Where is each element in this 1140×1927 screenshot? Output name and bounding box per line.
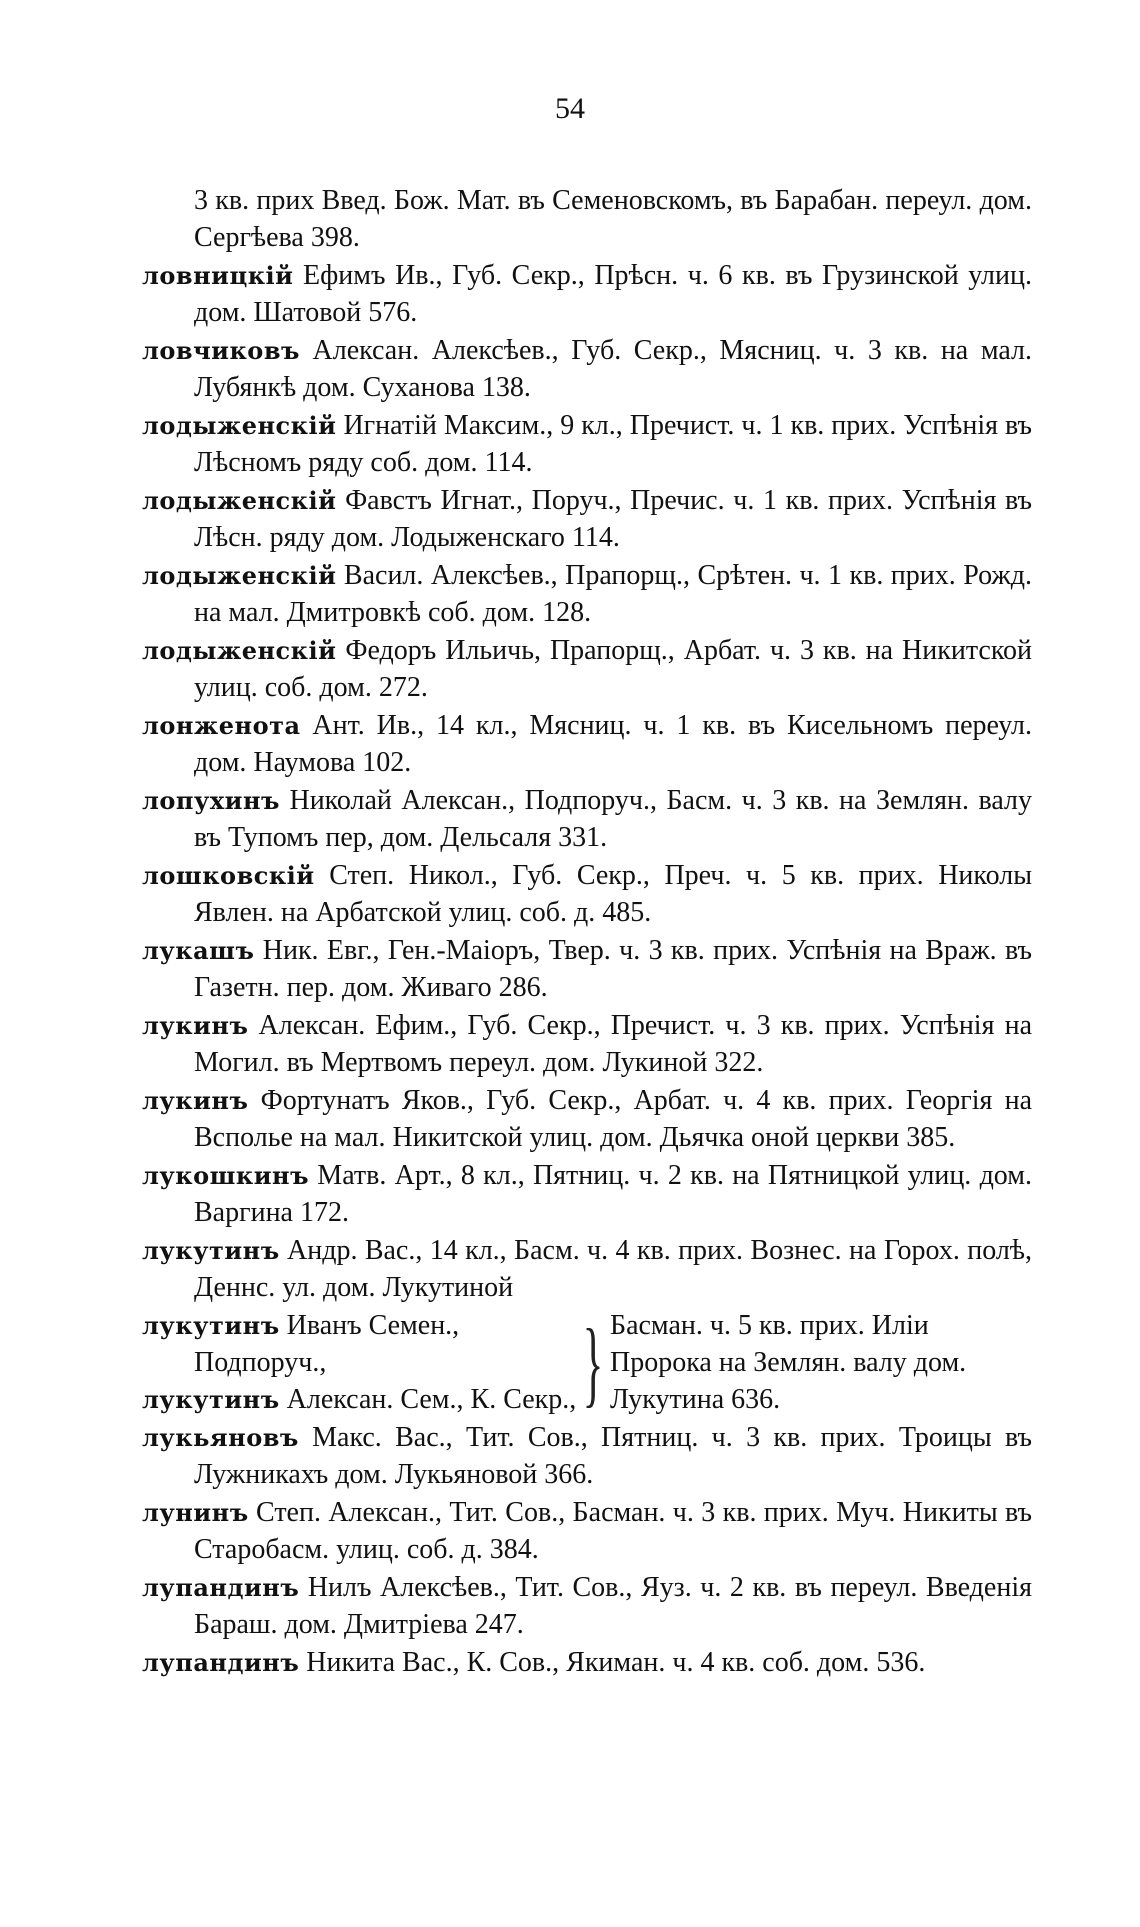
entry-text: Федоръ Ильичь, Прапорщ., Арбат. ч. 3 кв. на Никитской улиц. соб. дом. 272. bbox=[194, 635, 1033, 703]
directory-entry bbox=[142, 407, 1032, 481]
entry-text: Игнатiй Максим., 9 кл., Пречист. ч. 1 кв. прих. Успѣнiя въ Лѣсномъ ряду соб. дом. 114. bbox=[194, 410, 1032, 478]
entry-surname: лукинъ bbox=[142, 1011, 249, 1040]
entry-surname: лукутинъ bbox=[142, 1236, 280, 1265]
entry-text: 3 кв. прих Введ. Бож. Мат. въ Семеновскомъ, въ Барабан. переул. дом. Сергѣева 398. bbox=[194, 185, 1032, 253]
entry-text: Макс. Вас., Тит. Сов., Пятниц. ч. 3 кв. прих. Троицы въ Лужникахъ дом. Лукьяновой 366. bbox=[194, 1422, 1032, 1490]
entry-surname: лупандинъ bbox=[142, 1573, 300, 1602]
entry-text: Васил. Алексѣев., Прапорщ., Срѣтен. ч. 1 кв. прих. Рожд. на мал. Дмитровкѣ соб. дом. 128. bbox=[194, 560, 1033, 628]
entry-surname: лукошкинъ bbox=[142, 1161, 310, 1190]
entry-text: Степ. Алексан., Тит. Сов., Басман. ч. 3 кв. прих. Муч. Никиты въ Старобасм. улиц. соб. д. 384. bbox=[194, 1497, 1032, 1565]
entry-surname: ловчиковъ bbox=[142, 336, 300, 365]
page-number: 54 bbox=[555, 92, 585, 125]
directory-entry bbox=[142, 1007, 1032, 1081]
curly-brace-icon: } bbox=[582, 1308, 604, 1416]
entry-surname: лошковскiй bbox=[142, 861, 315, 890]
group-names bbox=[142, 1307, 582, 1418]
entry-text: Нилъ Алексѣев., Тит. Сов., Яуз. ч. 2 кв. въ переул. Введенiя Бараш. дом. Дмитрiева 247. bbox=[194, 1572, 1032, 1640]
directory-entry bbox=[142, 1569, 1032, 1643]
directory-entry bbox=[142, 482, 1032, 556]
directory-entry bbox=[142, 1157, 1032, 1231]
entry-text: Николай Алексан., Подпоруч., Басм. ч. 3 кв. на Землян. валу въ Тупомъ пер, дом. Дельсаля 331. bbox=[194, 785, 1033, 853]
directory-entry bbox=[142, 932, 1032, 1006]
entry-text: Фортунатъ Яков., Губ. Секр., Арбат. ч. 4 кв. прих. Георгiя на Всполье на мал. Никитской улиц. дом. Дьячка оной церкви 385. bbox=[194, 1085, 1032, 1153]
entry-surname: лукьяновъ bbox=[142, 1423, 299, 1452]
entry-continuation bbox=[142, 182, 1032, 256]
entry-text: Фавстъ Игнат., Поруч., Пречис. ч. 1 кв. прих. Успѣнiя въ Лѣсн. ряду дом. Лодыженскаго 114. bbox=[194, 485, 1033, 553]
entry-text: Иванъ Семен., Подпоруч., bbox=[194, 1310, 460, 1378]
entry-text: Ант. Ив., 14 кл., Мясниц. ч. 1 кв. въ Кисельномъ переул. дом. Наумова 102. bbox=[194, 710, 1032, 778]
directory-entry bbox=[142, 632, 1032, 706]
group-shared-address: Басман. ч. 5 кв. прих. Илiи Пророка на Землян. валу дом. Лукутина 636. bbox=[610, 1310, 967, 1415]
entry-surname: ловницкiй bbox=[142, 261, 294, 290]
entry-text: Ефимъ Ив., Губ. Секр., Прѣсн. ч. 6 кв. въ Грузинской улиц. дом. Шатовой 576. bbox=[194, 260, 1032, 328]
directory-entry bbox=[142, 1082, 1032, 1156]
directory-entry bbox=[142, 707, 1032, 781]
directory-entry bbox=[142, 782, 1032, 856]
entry-surname: лодыженскiй bbox=[142, 411, 337, 440]
entry-text: Матв. Арт., 8 кл., Пятниц. ч. 2 кв. на Пятницкой улиц. дом. Варгина 172. bbox=[194, 1160, 1032, 1228]
entry-surname: лодыженскiй bbox=[142, 561, 337, 590]
entry-surname: лупандинъ bbox=[142, 1648, 300, 1677]
entry-surname: лунинъ bbox=[142, 1498, 249, 1527]
entry-surname: лопухинъ bbox=[142, 786, 280, 815]
directory-entry bbox=[142, 332, 1032, 406]
entry-text: Никита Вас., К. Сов., Якиман. ч. 4 кв. соб. дом. 536. bbox=[306, 1647, 926, 1678]
directory-entry bbox=[142, 1307, 582, 1381]
entry-surname: лодыженскiй bbox=[142, 486, 337, 515]
directory-entry bbox=[142, 557, 1032, 631]
directory-entry bbox=[142, 257, 1032, 331]
directory-entry bbox=[142, 1644, 1032, 1681]
entry-surname: лодыженскiй bbox=[142, 636, 337, 665]
entry-surname: лукутинъ bbox=[142, 1311, 280, 1340]
directory-entry bbox=[142, 1381, 582, 1418]
entry-surname: лукинъ bbox=[142, 1086, 249, 1115]
entry-text: Алексан. Алексѣев., Губ. Секр., Мясниц. ч. 3 кв. на мал. Лубянкѣ дом. Суханова 138. bbox=[194, 335, 1032, 403]
entry-text: Ник. Евг., Ген.-Маiоръ, Твер. ч. 3 кв. прих. Успѣнiя на Враж. въ Газетн. пер. дом. Живаго 286. bbox=[194, 935, 1033, 1003]
directory-entry bbox=[142, 1232, 1032, 1306]
directory-entry bbox=[142, 1494, 1032, 1568]
bracketed-entry-group bbox=[142, 1307, 1032, 1418]
entry-surname: лонженота bbox=[142, 711, 301, 740]
entry-text: Алексан. Ефим., Губ. Секр., Пречист. ч. 3 кв. прих. Успѣнiя на Могил. въ Мертвомъ переул. дом. Лукиной 322. bbox=[194, 1010, 1032, 1078]
entry-text: Алексан. Сем., К. Секр., bbox=[286, 1384, 577, 1415]
directory-entry bbox=[142, 857, 1032, 931]
entry-text: Степ. Никол., Губ. Секр., Преч. ч. 5 кв. прих. Николы Явлен. на Арбатской улиц. соб. д. 485. bbox=[194, 860, 1033, 928]
directory-entries bbox=[142, 182, 1032, 1682]
directory-entry bbox=[142, 1419, 1032, 1493]
entry-surname: лукутинъ bbox=[142, 1385, 280, 1414]
entry-surname: лукашъ bbox=[142, 936, 255, 965]
entry-text: Андр. Вас., 14 кл., Басм. ч. 4 кв. прих. Вознес. на Горох. полѣ, Деннс. ул. дом. Лукутиной bbox=[194, 1235, 1033, 1303]
